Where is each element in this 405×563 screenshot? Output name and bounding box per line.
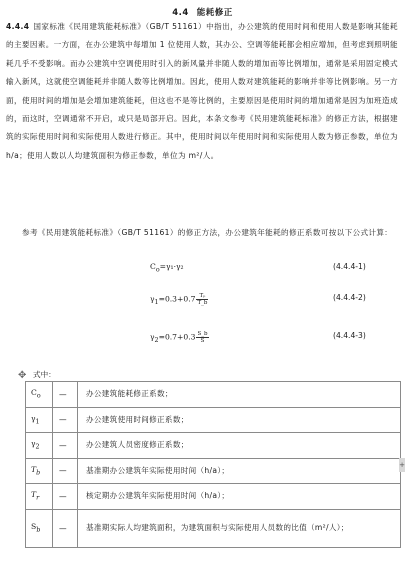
dash-cell: —	[53, 382, 78, 408]
description-cell: 核定期办公建筑年实际使用时间（h/a）；	[78, 484, 401, 510]
formula-fraction	[196, 293, 208, 306]
fraction-numerator: Tₚ	[196, 293, 208, 300]
formula-number: (4.4.4-2)	[333, 293, 366, 302]
fraction-denominator: S	[200, 338, 205, 344]
where-label: 式中：	[33, 370, 56, 379]
symbol-cell: $T_b$	[26, 458, 53, 484]
symbol-cell: $S_b$	[26, 509, 53, 547]
description-cell: 基准期实际人均建筑面积，为建筑面积与实际使用人员数的比值（m²/人）；	[78, 509, 401, 547]
fraction-denominator: T_b	[197, 300, 208, 306]
dash-cell: —	[53, 407, 78, 433]
section-number: 4.4	[172, 8, 189, 18]
table-row	[26, 407, 401, 433]
dash-cell: —	[53, 484, 78, 510]
formula-rhs: =0.7+0.3	[158, 332, 196, 342]
table-row	[26, 509, 401, 547]
formula-number: (4.4.4-1)	[333, 262, 366, 271]
paragraph-formula-intro: 参考《民用建筑能耗标准》（GB/T 51161）的修正方法，办公建筑年能耗的修正系数可按以下公式计算：	[22, 228, 393, 237]
formula-lhs: C	[150, 262, 156, 271]
formula-lhs: γ	[150, 332, 155, 342]
clause-number: 4.4.4	[6, 22, 30, 31]
formula-lhs-sub: o	[155, 266, 160, 274]
variable-table	[25, 381, 401, 548]
table-row	[26, 382, 401, 408]
dash-cell: —	[53, 458, 78, 484]
formula-2	[0, 293, 405, 317]
formula-3	[0, 331, 405, 355]
formula-1	[0, 262, 405, 286]
section-heading	[0, 6, 405, 18]
table-row	[26, 433, 401, 459]
symbol-cell: $C_o$	[26, 382, 53, 408]
description-cell: 基准期办公建筑年实际使用时间（h/a）；	[78, 458, 401, 484]
paragraph-4-4-4	[6, 18, 398, 165]
dash-cell: —	[53, 433, 78, 459]
formula-number: (4.4.4-3)	[333, 331, 366, 340]
move-icon[interactable]: ✥	[18, 370, 27, 381]
formula-lhs: γ	[150, 294, 155, 304]
table-row	[26, 458, 401, 484]
description-cell: 办公建筑能耗修正系数；	[78, 382, 401, 408]
section-title: 能耗修正	[196, 8, 233, 18]
dash-cell: —	[53, 509, 78, 547]
formula-fraction	[196, 331, 208, 344]
table-row	[26, 484, 401, 510]
formula-lhs-sub: 2	[154, 337, 159, 345]
symbol-cell: $\gamma_1$	[26, 407, 53, 433]
description-cell: 办公建筑人员密度修正系数；	[78, 433, 401, 459]
formula-lhs-sub: 1	[154, 299, 159, 307]
symbol-cell: $T_r$	[26, 484, 53, 510]
formula-rhs: =0.3+0.7	[158, 294, 196, 304]
plus-icon[interactable]: +	[399, 458, 405, 472]
fraction-numerator: S_b	[197, 331, 208, 337]
symbol-cell: $\gamma_2$	[26, 433, 53, 459]
paragraph-text: 国家标准《民用建筑能耗标准》（GB/T 51161）中指出，办公建筑的使用时间和使用人数是影响其能耗的主要因素。一方面，在办公建筑中每增加 1 位使用人数，其办公、空调等能耗都会相应增加，但考虑到照明能耗几乎不受影响。而办公建筑中空调使用时引入的新风量并非随人数的增加而等比例增加，通常是采用固定模式输入新风，这就使空调能耗并非随人数等比例增加。因此，使用人数对建筑能耗的影响并非等比例影响。另一方面，使用时间的增加是会增加建筑能耗，但这也不是等比例的，主要原因是使用时间的增加通常是因为加班造成的，而这时，空调通常不开启，或只是局部开启。因此，本条文参考《民用建筑能耗标准》的修正方法，根据建筑的实际使用时间和实际使用人数进行修正。其中，使用时间以年使用时间和实际使用人数为修正参数，单位为 h/a；使用人数以人均建筑面积为修正参数，单位为 m²/人。	[6, 22, 399, 160]
formula-rhs: =γ₁·γ₂	[159, 262, 184, 271]
description-cell: 办公建筑使用时间修正系数；	[78, 407, 401, 433]
